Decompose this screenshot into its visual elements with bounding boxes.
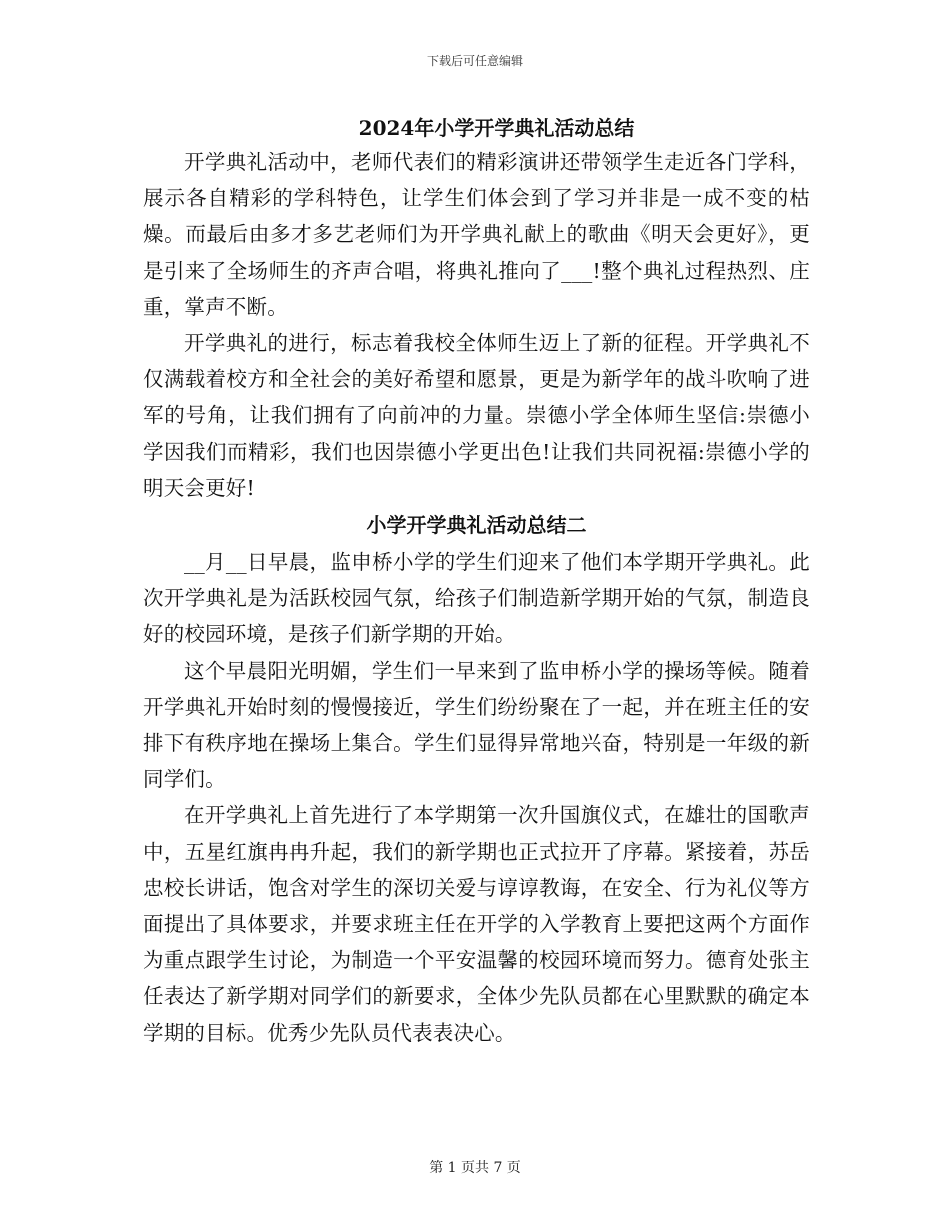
document-body bbox=[143, 112, 810, 1051]
section-title: 小学开学典礼活动总结二 bbox=[366, 513, 587, 538]
page-header: 下载后可任意编辑 bbox=[426, 54, 523, 68]
paragraph: 这个早晨阳光明媚，学生们一早来到了监申桥小学的操场等候。随着开学典礼开始时刻的慢慢接近，学生们纷纷聚在了一起，并在班主任的安排下有秩序地在操场上集合。学生们显得异常地兴奋，特别是一年级的新同学们。 bbox=[143, 658, 810, 792]
paragraph: __月__日早晨，监申桥小学的学生们迎来了他们本学期开学典礼。此次开学典礼是为活跃校园气氛，给孩子们制造新学期开始的气氛，制造良好的校园环境，是孩子们新学期的开始。 bbox=[143, 550, 810, 647]
document-title: 2024年小学开学典礼活动总结 bbox=[358, 116, 635, 140]
paragraph: 开学典礼的进行，标志着我校全体师生迈上了新的征程。开学典礼不仅满载着校方和全社会的美好希望和愿景，更是为新学年的战斗吹响了进军的号角，让我们拥有了向前冲的力量。崇德小学全体师生坚信:崇德小学因我们而精彩，我们也因崇德小学更出色!让我们共同祝福:崇德小学的明天会更好! bbox=[143, 331, 810, 500]
paragraph: 在开学典礼上首先进行了本学期第一次升国旗仪式，在雄壮的国歌声中，五星红旗冉冉升起，我们的新学期也正式拉开了序幕。紧接着，苏岳忠校长讲话，饱含对学生的深切关爱与谆谆教诲，在安全、行为礼仪等方面提出了具体要求，并要求班主任在开学的入学教育上要把这两个方面作为重点跟学生讨论，为制造一个平安温馨的校园环境而努力。德育处张主任表达了新学期对同学们的新要求，全体少先队员都在心里默默的确定本学期的目标。优秀少先队员代表表决心。 bbox=[143, 803, 810, 1045]
page-footer: 第 1 页共 7 页 bbox=[429, 1160, 521, 1176]
paragraph: 开学典礼活动中，老师代表们的精彩演讲还带领学生走近各门学科，展示各自精彩的学科特色，让学生们体会到了学习并非是一成不变的枯燥。而最后由多才多艺老师们为开学典礼献上的歌曲《明天会更好》，更是引来了全场师生的齐声合唱，将典礼推向了___!整个典礼过程热烈、庄重，掌声不断。 bbox=[143, 150, 810, 319]
